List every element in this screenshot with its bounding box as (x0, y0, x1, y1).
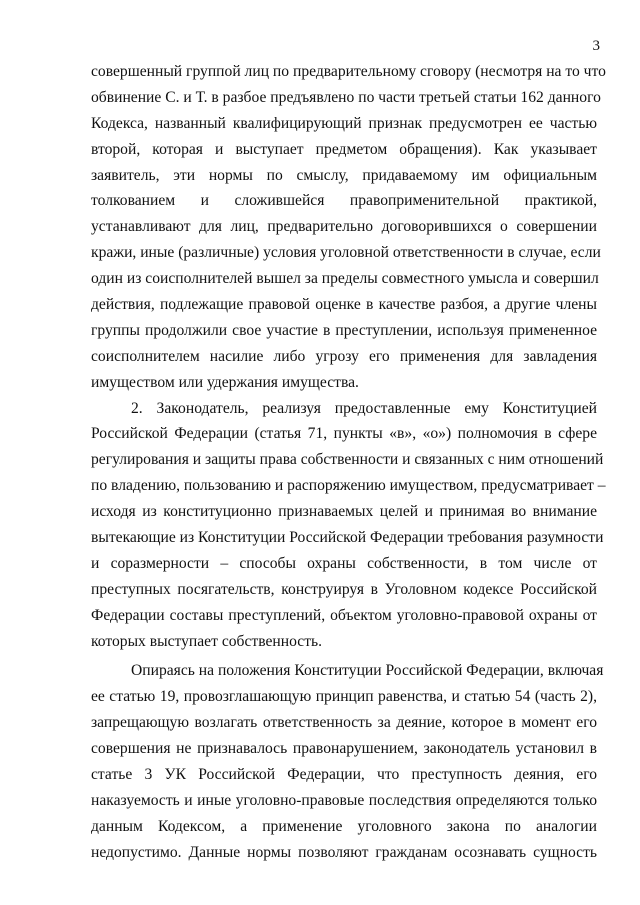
text-line: группы продолжили свое участие в преступлении, используя примененное (91, 321, 597, 339)
text-line: исходя из конституционно признаваемых целей и принимая во внимание (91, 503, 597, 521)
text-line: Российской Федерации (статья 71, пункты «в», «о») полномочия в сфере (91, 425, 597, 443)
text-line: Федерации составы преступлений, объектом уголовно-правовой охраны от (91, 606, 597, 624)
text-line: совершенный группой лиц по предварительному сговору (несмотря на то что (91, 63, 606, 80)
text-line: устанавливают для лиц, предварительно договорившихся о совершении (91, 218, 597, 236)
text-line: обвинение С. и Т. в разбое предъявлено по части третьей статьи 162 данного (91, 88, 601, 106)
text-line: совершения не признавалось правонарушением, законодатель установил в (91, 740, 597, 758)
text-line: один из соисполнителей вышел за пределы совместного умысла и совершил (91, 270, 599, 288)
text-line: Кодекса, названный квалифицирующий признак предусмотрен ее частью (91, 114, 597, 132)
text-line: данным Кодексом, а применение уголовного закона по аналогии (91, 817, 597, 835)
text-line: и соразмерности – способы охраны собственности, в том числе от (91, 554, 597, 572)
text-line: которых выступает собственность. (91, 632, 323, 650)
text-line: статье 3 УК Российской Федерации, что преступность деяния, его (91, 766, 597, 784)
text-line: регулирования и защиты права собственности и связанных с ним отношений (91, 451, 604, 469)
text-line: по владению, пользованию и распоряжению имуществом, предусматривает – (91, 477, 606, 495)
text-line: недопустимо. Данные нормы позволяют гражданам осознавать сущность (91, 843, 597, 861)
text-line: кражи, иные (различные) условия уголовной ответственности в случае, если (91, 244, 601, 262)
text-line: имуществом или удержания имущества. (91, 373, 359, 391)
text-line: Опираясь на положения Конституции Российской Федерации, включая (131, 662, 604, 680)
text-line: запрещающую возлагать ответственность за деяние, которое в момент его (91, 714, 597, 732)
text-line: толкованием и сложившейся правоприменительной практикой, (91, 192, 597, 210)
body-text (91, 59, 606, 866)
text-line: 2. Законодатель, реализуя предоставленные ему Конституцией (131, 399, 597, 417)
text-line: ее статью 19, провозглашающую принцип равенства, и статью 54 (часть 2), (91, 688, 597, 706)
text-line: соисполнителем насилие либо угрозу его применения для завладения (91, 347, 597, 365)
text-line: вытекающие из Конституции Российской Федерации требования разумности (91, 529, 604, 547)
text-line: преступных посягательств, конструируя в Уголовном кодексе Российской (91, 580, 597, 598)
page-number: 3 (592, 38, 600, 54)
text-line: наказуемость и иные уголовно-правовые последствия определяются только (91, 791, 597, 809)
text-line: действия, подлежащие правовой оценке в качестве разбоя, а другие члены (91, 296, 597, 314)
text-line: второй, которая и выступает предметом обращения). Как указывает (91, 140, 597, 158)
text-line: заявитель, эти нормы по смыслу, придаваемому им официальным (91, 166, 597, 184)
